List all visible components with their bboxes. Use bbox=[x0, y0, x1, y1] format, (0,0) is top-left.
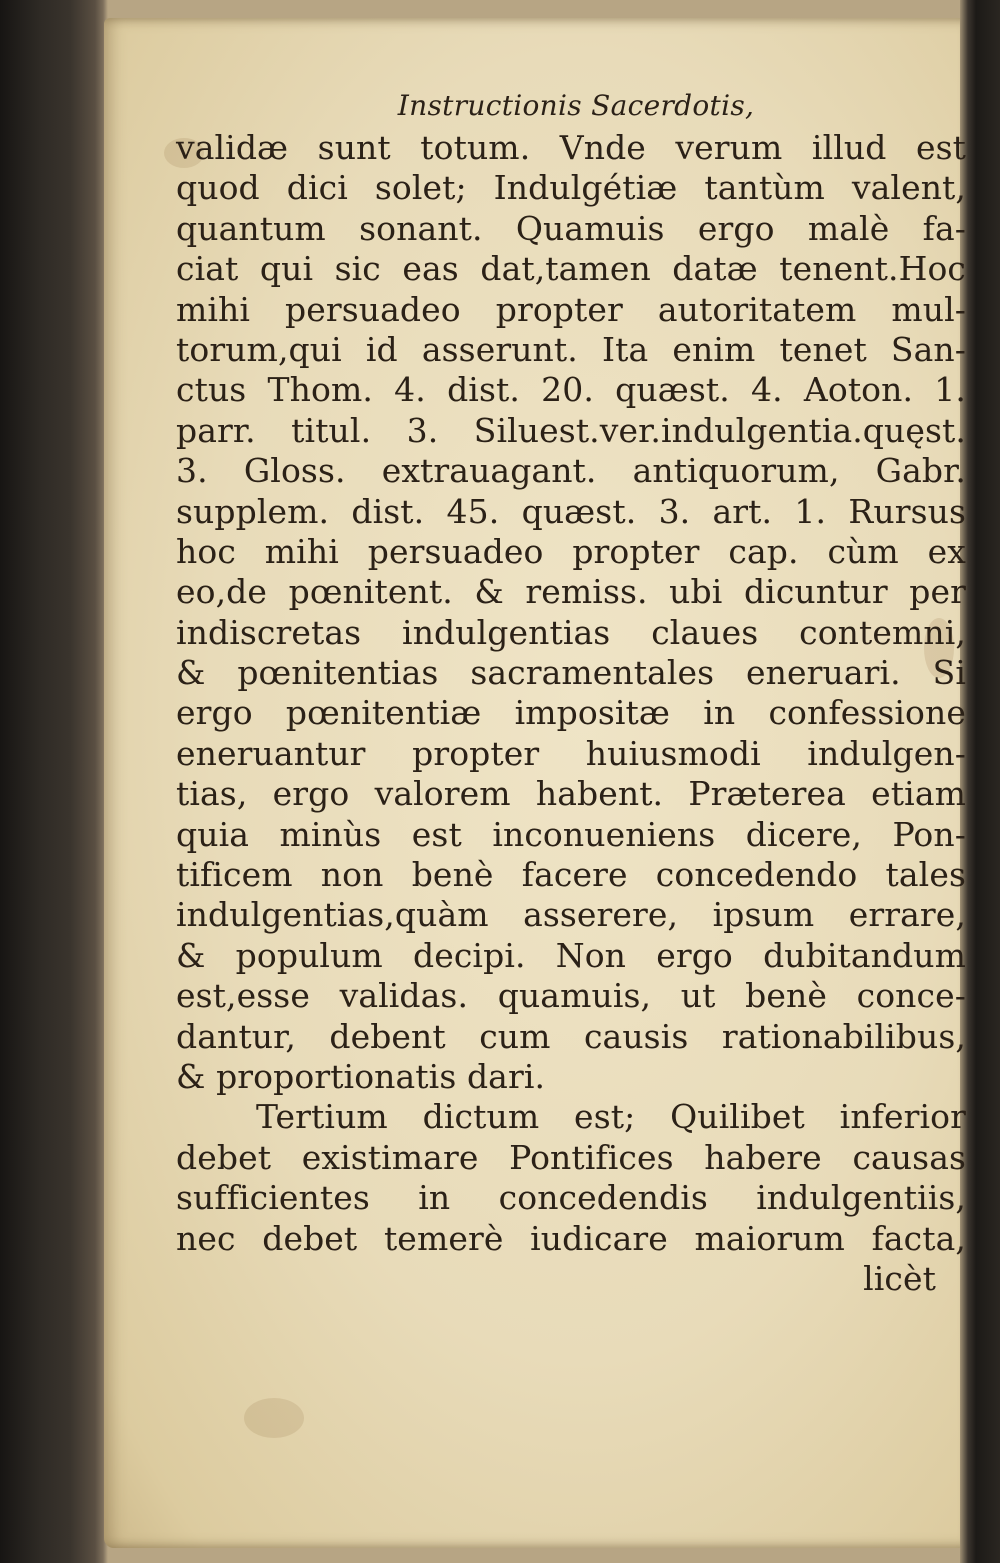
text-line: mihi persuadeo propter autoritatem mul- bbox=[176, 289, 966, 329]
running-head: Instructionis Sacerdotis, bbox=[397, 89, 755, 122]
text-line: eneruantur propter huiusmodi indulgen- bbox=[176, 733, 966, 773]
text-line: indulgentias,quàm asserere, ipsum errare, bbox=[176, 895, 966, 935]
text-line: quod dici solet; Indulgétiæ tantùm valent, bbox=[176, 168, 966, 208]
text-line: 3. Gloss. extrauagant. antiquorum, Gabr. bbox=[176, 451, 966, 491]
text-line: debet existimare Pontifices habere causas bbox=[176, 1137, 966, 1177]
text-line: & pœnitentias sacramentales eneruari. Si bbox=[176, 653, 966, 693]
text-line: quantum sonant. Quamuis ergo malè fa- bbox=[176, 208, 966, 248]
text-line: & populum decipi. Non ergo dubitandum bbox=[176, 935, 966, 975]
text-line: tias, ergo valorem habent. Præterea etiam bbox=[176, 774, 966, 814]
paper-stain bbox=[244, 1398, 304, 1438]
text-line: est,esse validas. quamuis, ut benè conce- bbox=[176, 976, 966, 1016]
catchword: licèt bbox=[863, 1258, 936, 1298]
text-line: validæ sunt totum. Vnde verum illud est bbox=[176, 128, 966, 167]
text-line: dantur, debent cum causis rationabilibus, bbox=[176, 1016, 966, 1056]
text-line: quia minùs est inconueniens dicere, Pon- bbox=[176, 814, 966, 854]
text-line: supplem. dist. 45. quæst. 3. art. 1. Rursus bbox=[176, 491, 966, 531]
text-line: sufficientes in concedendis indulgentiis, bbox=[176, 1178, 966, 1218]
text-line: hoc mihi persuadeo propter cap. cùm ex bbox=[176, 531, 966, 571]
text-line: eo,de pœnitent. & remiss. ubi dicuntur per bbox=[176, 572, 966, 612]
text-line: nec debet temerè iudicare maiorum facta, bbox=[176, 1218, 966, 1258]
text-line: ctus Thom. 4. dist. 20. quæst. 4. Aoton. 1. bbox=[176, 370, 966, 410]
paragraph-end-line: & proportionatis dari. bbox=[176, 1056, 546, 1096]
text-line: tificem non benè facere concedendo tales bbox=[176, 855, 966, 895]
text-line: torum,qui id asserunt. Ita enim tenet San- bbox=[176, 329, 966, 369]
page-text bbox=[176, 84, 966, 1299]
book-binding-edge bbox=[960, 0, 1000, 1563]
paragraph-start-line: Tertium dictum est; Quilibet inferior bbox=[256, 1097, 966, 1137]
text-line: ergo pœnitentiæ impositæ in confessione bbox=[176, 693, 966, 733]
text-line: ciat qui sic eas dat,tamen datæ tenent.Hoc bbox=[176, 249, 966, 289]
text-line: indiscretas indulgentias claues contemni, bbox=[176, 612, 966, 652]
text-line: parr. titul. 3. Siluest.ver.indulgentia.quęst. bbox=[176, 410, 966, 450]
